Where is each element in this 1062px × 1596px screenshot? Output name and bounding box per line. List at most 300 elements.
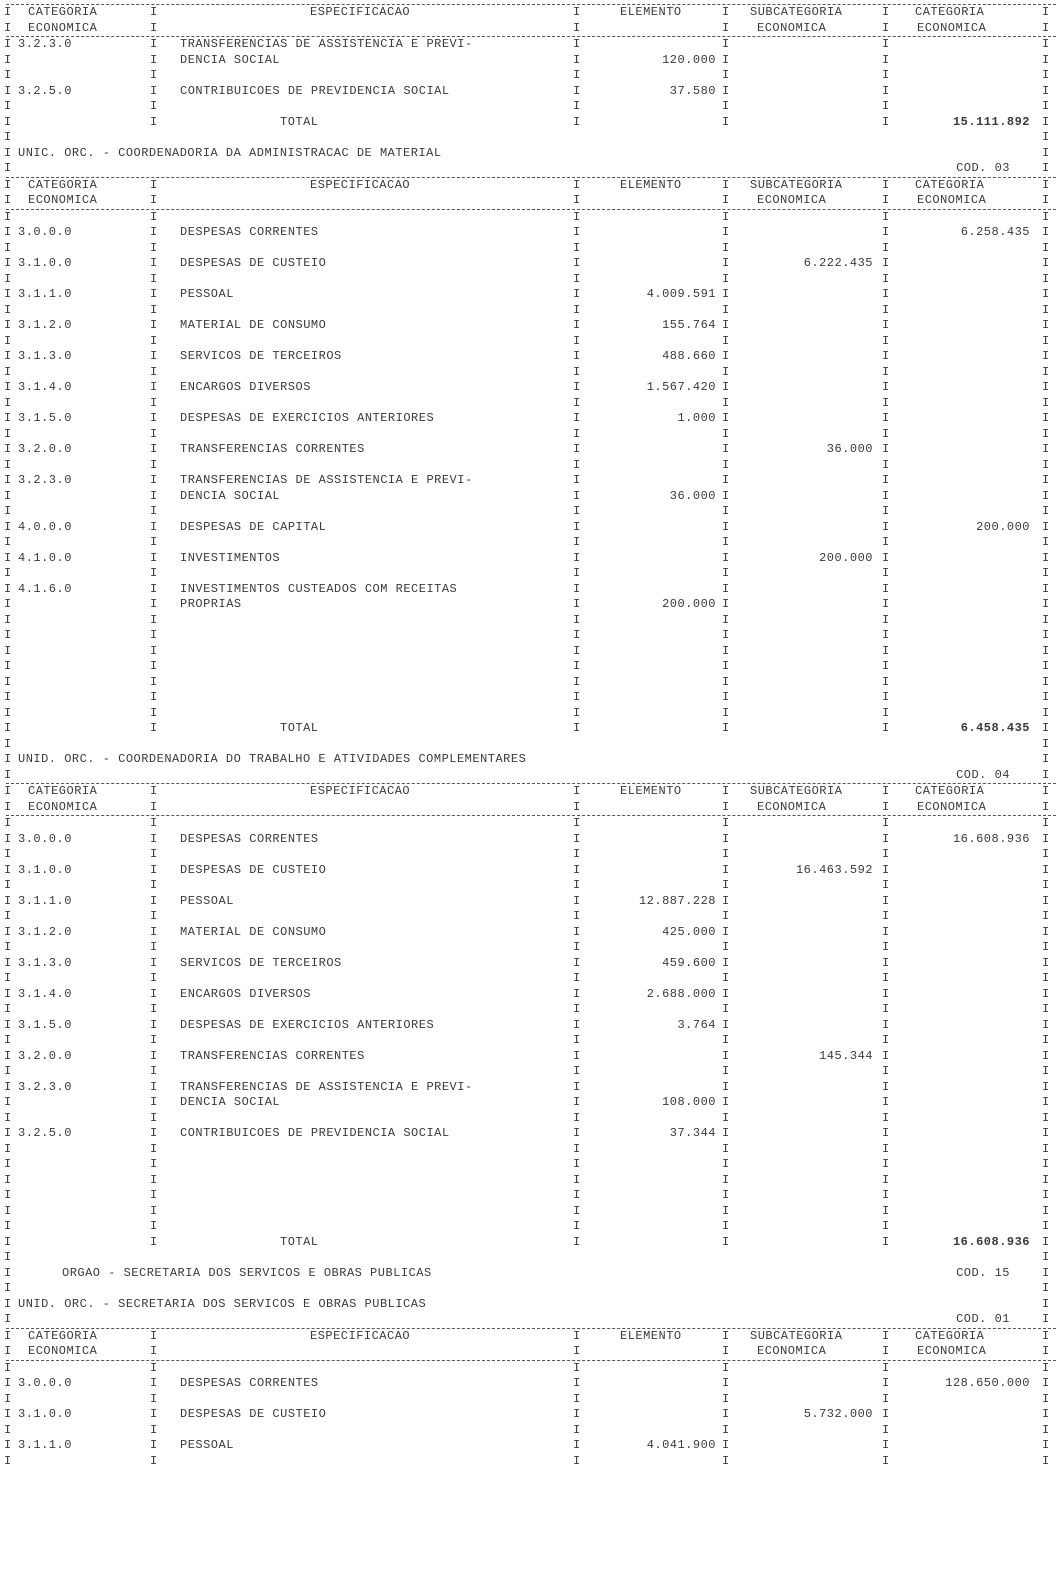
column-divider: I xyxy=(882,364,890,379)
column-divider: I xyxy=(4,971,12,985)
column-divider: I xyxy=(722,909,730,923)
row-especificacao: ENCARGOS DIVERSOS xyxy=(180,986,311,1001)
table-row xyxy=(0,1376,1062,1407)
row-line xyxy=(0,349,1062,365)
column-divider: I xyxy=(573,909,581,923)
column-divider: I xyxy=(573,628,581,642)
column-divider: I xyxy=(573,52,581,67)
column-divider: I xyxy=(882,114,890,129)
column-divider: I xyxy=(573,473,581,487)
column-divider: I xyxy=(1042,395,1050,410)
column-divider: I xyxy=(150,240,158,255)
column-divider: I xyxy=(1042,736,1050,751)
column-divider: I xyxy=(4,364,12,379)
column-divider: I xyxy=(4,1017,12,1032)
column-divider: I xyxy=(150,816,158,830)
column-divider: I xyxy=(722,799,730,814)
row-subcategoria: 5.732.000 xyxy=(803,1407,873,1421)
column-divider: I xyxy=(882,349,890,363)
column-divider: I xyxy=(150,52,158,67)
column-divider: I xyxy=(4,504,12,518)
column-divider: I xyxy=(722,209,730,224)
header-categoria-line2: ECONOMICA xyxy=(917,193,987,207)
column-divider: I xyxy=(722,83,730,98)
column-divider: I xyxy=(1042,1219,1050,1233)
column-divider: I xyxy=(150,784,158,798)
column-divider: I xyxy=(882,550,890,565)
column-divider: I xyxy=(1042,83,1050,98)
column-divider: I xyxy=(882,318,890,332)
column-divider: I xyxy=(4,519,12,534)
column-divider: I xyxy=(722,1017,730,1032)
column-divider: I xyxy=(150,504,158,518)
row-categoria: 16.608.936 xyxy=(952,831,1030,846)
header-categoria-economica-line2: ECONOMICA xyxy=(28,20,98,35)
column-divider: I xyxy=(882,816,890,830)
column-divider: I xyxy=(882,20,890,35)
table-row xyxy=(0,442,1062,473)
row-especificacao: DENCIA SOCIAL xyxy=(180,52,281,67)
column-divider: I xyxy=(1042,1203,1050,1218)
column-divider: I xyxy=(4,1312,12,1326)
header-line xyxy=(0,193,1062,209)
row-elemento: 4.009.591 xyxy=(646,287,716,301)
column-divider: I xyxy=(4,862,12,877)
spacer-line xyxy=(0,396,1062,412)
column-divider: I xyxy=(4,209,12,224)
column-divider: I xyxy=(573,333,581,348)
column-divider: I xyxy=(882,99,890,113)
column-divider: I xyxy=(573,831,581,846)
column-divider: I xyxy=(1042,1312,1050,1326)
column-divider: I xyxy=(722,20,730,35)
spacer-line xyxy=(0,1142,1062,1158)
column-divider: I xyxy=(4,784,12,798)
column-divider: I xyxy=(4,628,12,642)
column-divider: I xyxy=(882,519,890,534)
column-divider: I xyxy=(4,690,12,704)
column-divider: I xyxy=(573,878,581,892)
row-especificacao: PESSOAL xyxy=(180,893,234,908)
column-divider: I xyxy=(882,597,890,611)
column-divider: I xyxy=(573,1376,581,1390)
column-divider: I xyxy=(150,971,158,985)
row-elemento: 488.660 xyxy=(662,349,716,363)
column-divider: I xyxy=(573,318,581,332)
row-especificacao: MATERIAL DE CONSUMO xyxy=(180,924,327,939)
row-elemento: 200.000 xyxy=(662,597,716,611)
row-subcategoria: 200.000 xyxy=(819,550,873,565)
column-divider: I xyxy=(1042,37,1050,51)
header-line xyxy=(0,800,1062,816)
row-subcategoria: 6.222.435 xyxy=(803,256,873,270)
column-divider: I xyxy=(573,1079,581,1094)
spacer-line xyxy=(0,1188,1062,1204)
column-divider: I xyxy=(4,674,12,689)
row-categoria: 6.258.435 xyxy=(960,225,1030,239)
spacer-line xyxy=(0,1219,1062,1235)
header-categoria-economica-total: CATEGORIA xyxy=(915,177,985,192)
row-elemento: 37.344 xyxy=(669,1126,716,1140)
column-divider: I xyxy=(573,705,581,720)
column-divider: I xyxy=(4,1328,12,1343)
column-divider: I xyxy=(573,1126,581,1140)
row-categoria: 200.000 xyxy=(976,519,1030,534)
column-divider: I xyxy=(150,909,158,923)
column-divider: I xyxy=(1042,659,1050,673)
column-divider: I xyxy=(1042,364,1050,379)
column-divider: I xyxy=(150,721,158,735)
unit-heading xyxy=(0,1297,1062,1313)
row-code: 3.0.0.0 xyxy=(18,225,72,239)
column-divider: I xyxy=(150,1391,158,1406)
column-divider: I xyxy=(573,20,581,35)
column-divider: I xyxy=(573,1157,581,1171)
column-divider: I xyxy=(573,1391,581,1406)
header-categoria-economica: CATEGORIA xyxy=(28,1328,98,1343)
column-divider: I xyxy=(573,1064,581,1078)
column-divider: I xyxy=(150,68,158,82)
column-divider: I xyxy=(4,240,12,255)
column-divider: I xyxy=(4,225,12,239)
column-divider: I xyxy=(1042,442,1050,456)
column-divider: I xyxy=(1042,287,1050,301)
column-divider: I xyxy=(4,37,12,51)
column-divider: I xyxy=(882,1110,890,1125)
column-divider: I xyxy=(882,1328,890,1343)
column-divider: I xyxy=(573,519,581,534)
column-divider: I xyxy=(4,1422,12,1437)
column-divider: I xyxy=(1042,597,1050,611)
column-divider: I xyxy=(882,986,890,1001)
column-divider: I xyxy=(882,535,890,549)
column-divider: I xyxy=(722,442,730,456)
column-divider: I xyxy=(1042,924,1050,939)
column-divider: I xyxy=(4,581,12,596)
column-divider: I xyxy=(1042,333,1050,348)
column-divider: I xyxy=(573,784,581,798)
column-divider: I xyxy=(1042,674,1050,689)
column-divider: I xyxy=(573,1344,581,1358)
row-especificacao: CONTRIBUICOES DE PREVIDENCIA SOCIAL xyxy=(180,1126,450,1140)
table-row xyxy=(0,582,1062,629)
table-row xyxy=(0,256,1062,287)
column-divider: I xyxy=(882,380,890,394)
column-divider: I xyxy=(4,287,12,301)
column-divider: I xyxy=(150,380,158,394)
column-divider: I xyxy=(150,1002,158,1016)
column-divider: I xyxy=(882,1033,890,1047)
column-divider: I xyxy=(1042,1296,1050,1311)
row-line xyxy=(0,53,1062,69)
column-divider: I xyxy=(882,799,890,814)
row-line xyxy=(0,894,1062,910)
spacer-line xyxy=(0,659,1062,675)
row-especificacao: TRANSFERENCIAS CORRENTES xyxy=(180,1048,365,1063)
column-divider: I xyxy=(150,5,158,19)
total-label: TOTAL xyxy=(280,1234,319,1249)
column-divider: I xyxy=(573,1110,581,1125)
column-divider: I xyxy=(882,1376,890,1390)
column-divider: I xyxy=(722,924,730,939)
column-divider: I xyxy=(150,831,158,846)
column-divider: I xyxy=(722,426,730,441)
column-divider: I xyxy=(882,240,890,255)
column-divider: I xyxy=(573,1438,581,1452)
column-divider: I xyxy=(882,1064,890,1078)
spacer-line xyxy=(0,161,1062,177)
column-divider: I xyxy=(1042,1079,1050,1094)
column-divider: I xyxy=(722,68,730,82)
column-divider: I xyxy=(722,1157,730,1171)
column-divider: I xyxy=(882,1422,890,1437)
table-row xyxy=(0,551,1062,582)
column-divider: I xyxy=(4,1360,12,1375)
column-divider: I xyxy=(4,597,12,611)
column-divider: I xyxy=(4,426,12,441)
column-divider: I xyxy=(1042,550,1050,565)
column-divider: I xyxy=(722,114,730,129)
column-divider: I xyxy=(882,1219,890,1233)
row-line xyxy=(0,411,1062,427)
header-line xyxy=(0,21,1062,37)
unit-label: UNIC. ORC. - COORDENADORIA DA ADMINISTRACAC DE MATERIAL xyxy=(18,145,442,160)
column-divider: I xyxy=(722,1048,730,1063)
column-divider: I xyxy=(882,659,890,673)
column-divider: I xyxy=(573,862,581,877)
column-divider: I xyxy=(1042,566,1050,580)
column-divider: I xyxy=(150,1234,158,1249)
column-divider: I xyxy=(882,504,890,518)
column-divider: I xyxy=(882,473,890,487)
column-divider: I xyxy=(1042,1110,1050,1125)
column-divider: I xyxy=(882,831,890,846)
column-divider: I xyxy=(150,847,158,861)
column-divider: I xyxy=(4,659,12,673)
row-line xyxy=(0,1049,1062,1065)
column-divider: I xyxy=(573,411,581,425)
column-divider: I xyxy=(150,426,158,441)
column-divider: I xyxy=(882,1234,890,1249)
spacer-line xyxy=(0,1250,1062,1266)
column-divider: I xyxy=(1042,816,1050,830)
row-especificacao: DESPESAS DE CUSTEIO xyxy=(180,862,327,877)
column-divider: I xyxy=(1042,1002,1050,1016)
column-divider: I xyxy=(150,659,158,673)
row-elemento: 36.000 xyxy=(669,488,716,503)
column-divider: I xyxy=(4,193,12,207)
table-header xyxy=(0,5,1062,36)
column-divider: I xyxy=(150,1017,158,1032)
column-divider: I xyxy=(882,68,890,82)
column-divider: I xyxy=(722,1453,730,1468)
column-divider: I xyxy=(573,240,581,255)
column-divider: I xyxy=(722,225,730,239)
column-divider: I xyxy=(722,271,730,286)
column-divider: I xyxy=(722,721,730,735)
column-divider: I xyxy=(722,862,730,877)
column-divider: I xyxy=(882,5,890,19)
column-divider: I xyxy=(1042,457,1050,472)
column-divider: I xyxy=(150,37,158,51)
spacer-line xyxy=(0,365,1062,381)
column-divider: I xyxy=(722,240,730,255)
column-divider: I xyxy=(573,597,581,611)
spacer-line xyxy=(0,1361,1062,1377)
row-code: 3.2.0.0 xyxy=(18,1048,72,1063)
column-divider: I xyxy=(1042,862,1050,877)
column-divider: I xyxy=(573,256,581,270)
column-divider: I xyxy=(150,488,158,503)
header-categoria-line2: ECONOMICA xyxy=(917,20,987,35)
column-divider: I xyxy=(573,971,581,985)
column-divider: I xyxy=(722,847,730,861)
column-divider: I xyxy=(882,1079,890,1094)
column-divider: I xyxy=(1042,177,1050,192)
column-divider: I xyxy=(882,1391,890,1406)
column-divider: I xyxy=(4,1250,12,1264)
row-line xyxy=(0,1080,1062,1096)
column-divider: I xyxy=(4,1203,12,1218)
total-value: 15.111.892 xyxy=(952,114,1030,129)
header-categoria-economica-line2: ECONOMICA xyxy=(28,193,98,207)
column-divider: I xyxy=(573,5,581,19)
column-divider: I xyxy=(4,395,12,410)
row-code: 3.1.5.0 xyxy=(18,411,72,425)
row-code: 3.1.1.0 xyxy=(18,1438,72,1452)
column-divider: I xyxy=(722,690,730,704)
row-line xyxy=(0,551,1062,567)
column-divider: I xyxy=(882,878,890,892)
column-divider: I xyxy=(573,1188,581,1202)
column-divider: I xyxy=(1042,349,1050,363)
column-divider: I xyxy=(150,1438,158,1452)
total-label: TOTAL xyxy=(280,114,319,129)
column-divider: I xyxy=(150,225,158,239)
column-divider: I xyxy=(1042,784,1050,798)
total-value: 6.458.435 xyxy=(960,721,1030,735)
column-divider: I xyxy=(722,535,730,549)
column-divider: I xyxy=(4,145,12,160)
header-line xyxy=(0,178,1062,194)
column-divider: I xyxy=(4,550,12,565)
column-divider: I xyxy=(4,1296,12,1311)
column-divider: I xyxy=(1042,380,1050,394)
table-row xyxy=(0,1049,1062,1080)
column-divider: I xyxy=(882,924,890,939)
column-divider: I xyxy=(4,1079,12,1094)
row-line xyxy=(0,832,1062,848)
table-row xyxy=(0,225,1062,256)
column-divider: I xyxy=(882,940,890,954)
column-divider: I xyxy=(722,816,730,830)
column-divider: I xyxy=(1042,161,1050,175)
column-divider: I xyxy=(573,1328,581,1343)
column-divider: I xyxy=(882,256,890,270)
column-divider: I xyxy=(573,1360,581,1375)
header-especificacao: ESPECIFICACAO xyxy=(310,5,411,19)
column-divider: I xyxy=(573,193,581,207)
table-row xyxy=(0,84,1062,115)
column-divider: I xyxy=(573,659,581,673)
column-divider: I xyxy=(1042,535,1050,549)
column-divider: I xyxy=(150,1141,158,1156)
column-divider: I xyxy=(722,519,730,534)
column-divider: I xyxy=(4,411,12,425)
column-divider: I xyxy=(4,1344,12,1358)
row-line xyxy=(0,863,1062,879)
column-divider: I xyxy=(573,566,581,580)
column-divider: I xyxy=(4,5,12,19)
row-line xyxy=(0,582,1062,598)
total-line xyxy=(0,1235,1062,1251)
table-row xyxy=(0,1080,1062,1127)
column-divider: I xyxy=(4,488,12,503)
header-especificacao: ESPECIFICACAO xyxy=(310,177,411,192)
spacer-line xyxy=(0,1111,1062,1127)
column-divider: I xyxy=(150,1064,158,1078)
row-especificacao: ENCARGOS DIVERSOS xyxy=(180,380,311,394)
header-categoria-economica: CATEGORIA xyxy=(28,784,98,798)
header-subcategoria-line2: ECONOMICA xyxy=(757,1344,827,1358)
column-divider: I xyxy=(573,940,581,954)
spacer-line xyxy=(0,1204,1062,1220)
column-divider: I xyxy=(4,302,12,317)
column-divider: I xyxy=(722,1002,730,1016)
row-elemento: 1.567.420 xyxy=(646,380,716,394)
column-divider: I xyxy=(1042,1250,1050,1264)
orgao-heading xyxy=(0,1266,1062,1282)
orgao-label: ORGAO - SECRETARIA DOS SERVICOS E OBRAS PUBLICAS xyxy=(62,1265,432,1280)
spacer-line xyxy=(0,737,1062,753)
column-divider: I xyxy=(150,1048,158,1063)
column-divider: I xyxy=(722,52,730,67)
column-divider: I xyxy=(1042,302,1050,317)
spacer-line xyxy=(0,675,1062,691)
row-especificacao: SERVICOS DE TERCEIROS xyxy=(180,349,342,363)
column-divider: I xyxy=(1042,504,1050,518)
row-elemento: 108.000 xyxy=(662,1095,716,1109)
column-divider: I xyxy=(882,612,890,627)
spacer-line xyxy=(0,940,1062,956)
column-divider: I xyxy=(722,612,730,627)
column-divider: I xyxy=(1042,1453,1050,1468)
column-divider: I xyxy=(4,1281,12,1295)
column-divider: I xyxy=(150,1328,158,1343)
column-divider: I xyxy=(573,426,581,441)
spacer-line xyxy=(0,1033,1062,1049)
table-row xyxy=(0,863,1062,894)
column-divider: I xyxy=(882,209,890,224)
column-divider: I xyxy=(150,473,158,487)
column-divider: I xyxy=(573,816,581,830)
column-divider: I xyxy=(882,1048,890,1063)
column-divider: I xyxy=(4,1219,12,1233)
row-code: 3.1.1.0 xyxy=(18,893,72,908)
column-divider: I xyxy=(573,1422,581,1437)
row-especificacao: DESPESAS DE CUSTEIO xyxy=(180,1407,327,1421)
spacer-line xyxy=(0,272,1062,288)
column-divider: I xyxy=(150,1203,158,1218)
column-divider: I xyxy=(722,1079,730,1094)
header-categoria-economica-total: CATEGORIA xyxy=(915,784,985,798)
row-especificacao: DESPESAS CORRENTES xyxy=(180,1376,319,1390)
column-divider: I xyxy=(722,1203,730,1218)
column-divider: I xyxy=(1042,1360,1050,1375)
row-line xyxy=(0,287,1062,303)
row-elemento: 3.764 xyxy=(677,1017,716,1032)
column-divider: I xyxy=(4,333,12,348)
